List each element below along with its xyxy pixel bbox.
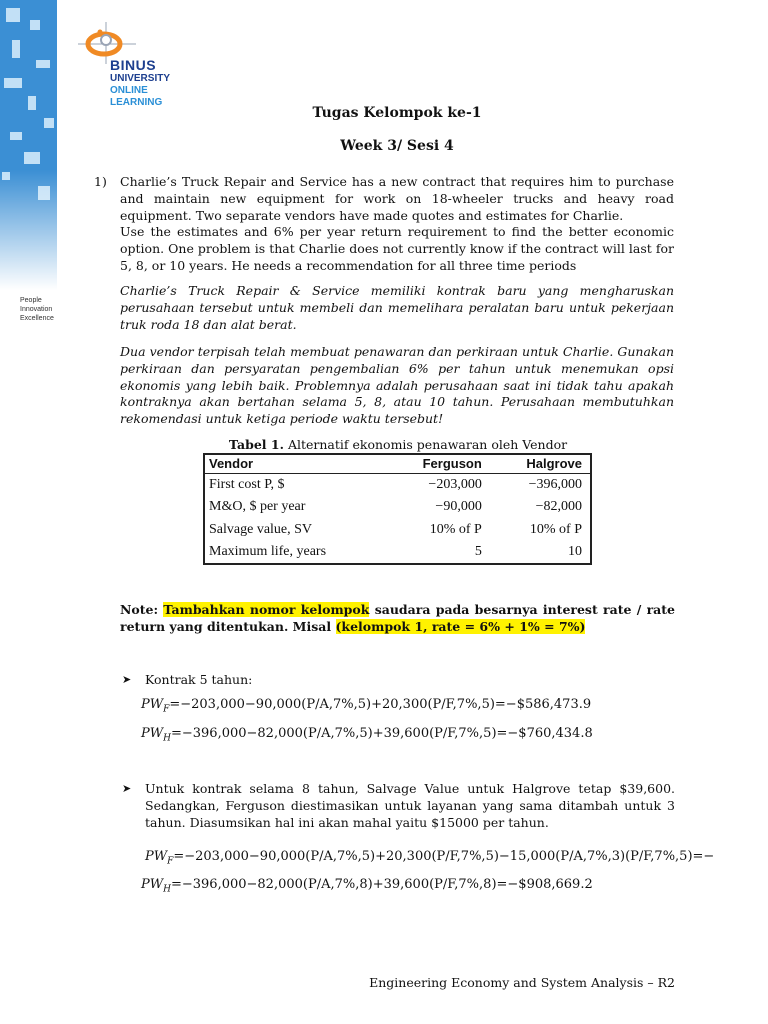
- table-cell: −90,000: [435, 499, 482, 515]
- note-paragraph: [120, 601, 675, 635]
- bullet-text: Kontrak 5 tahun:: [145, 672, 253, 687]
- equation-pw-halgrove-8y: [141, 877, 593, 895]
- eq-rhs: =−203,000−90,000(P/A,7%,5)+20,300(P/F,7%,5)=−$586,473.9: [169, 697, 592, 712]
- bullet-text: Untuk kontrak selama 8 tahun, Salvage Value untuk Halgrove tetap $39,600. Sedangkan, Ferguson diestimasikan untuk layanan yang sama ditambah untuk 3 tahun. Diasumsikan hal ini akan mahal yaitu $15000 per tahun.: [145, 781, 675, 830]
- table-caption-label: Tabel 1.: [228, 437, 284, 452]
- question-number: 1): [94, 174, 107, 189]
- table-cell: 10% of P: [429, 521, 482, 537]
- eq-sub: F: [167, 856, 174, 867]
- eq-lhs: PW: [141, 877, 164, 892]
- document-subtitle: Week 3/ Sesi 4: [340, 138, 454, 154]
- eq-sub: F: [163, 704, 170, 715]
- logo-line: BINUS: [110, 57, 157, 73]
- eq-sub: H: [163, 884, 171, 895]
- table-row: [204, 473, 591, 496]
- logo-line: ONLINE: [110, 85, 148, 96]
- arrow-bullet-icon: ➤: [122, 782, 132, 795]
- note-highlight-example: (kelompok 1, rate = 6% + 1% = 7%): [335, 619, 586, 634]
- note-middle: saudara pada besarnya interest rate / rate return yang ditentukan. Misal: [120, 602, 675, 634]
- document-title: Tugas Kelompok ke-1: [312, 105, 482, 121]
- equation-pw-halgrove-5y: [141, 726, 593, 744]
- equation-pw-ferguson-5y: [141, 697, 591, 715]
- table-cell: −203,000: [428, 476, 482, 492]
- eq-rhs: =−396,000−82,000(P/A,7%,8)+39,600(P/F,7%,8)=−$908,669.2: [170, 877, 593, 892]
- arrow-bullet-icon: ➤: [122, 673, 132, 686]
- table-row: [204, 541, 591, 564]
- table-header-row: [204, 454, 591, 473]
- page-footer: Engineering Economy and System Analysis – R2: [369, 975, 675, 990]
- table-cell: Salvage value, SV: [209, 521, 313, 537]
- table-cell: First cost P, $: [209, 476, 285, 492]
- question-english: [120, 174, 674, 275]
- note-highlight-group: Tambahkan nomor kelompok: [163, 602, 370, 617]
- eq-rhs: =−396,000−82,000(P/A,7%,5)+39,600(P/F,7%,5)=−$760,434.8: [170, 726, 593, 741]
- question-english-para1: Charlie’s Truck Repair and Service has a new contract that requires him to purchase and maintain new equipment for work on 18-wheeler trucks and heavy road equipment. Two separate vendors have made quotes and estimates for Charlie.: [120, 174, 674, 223]
- table-caption: [0, 437, 768, 452]
- table-header-cell: Vendor: [204, 454, 385, 473]
- table-cell: 5: [474, 544, 482, 560]
- logo-line: UNIVERSITY: [110, 73, 171, 84]
- table-cell: −82,000: [535, 499, 582, 515]
- bullet-item: [122, 781, 675, 831]
- tagline-line: People: [20, 297, 42, 304]
- logo-line: LEARNING: [110, 97, 163, 108]
- table-cell: M&O, $ per year: [209, 499, 306, 515]
- tagline-line: Innovation: [20, 306, 53, 313]
- question-english-para2: Use the estimates and 6% per year return requirement to find the better economic option. One problem is that Charlie does not currently know if the contract will last for 5, 8, or 10 years. He needs a recommendation for all three time periods: [120, 224, 674, 273]
- eq-lhs: PW: [141, 726, 164, 741]
- eq-sub: H: [163, 733, 171, 744]
- table-cell: 10% of P: [529, 521, 582, 537]
- question-indonesian-para2: Dua vendor terpisah telah membuat penawaran dan perkiraan untuk Charlie. Gunakan perkiraan dan persyaratan pengembalian 6% per tahun untuk menemukan opsi ekonomis yang lebih baik. Problemnya adalah perusahaan saat ini tidak tahu apakah kontraknya akan bertahan selama 5, 8, atau 10 tahun. Perusahaan membutuhkan rekomendasi untuk ketiga periode waktu tersebut!: [120, 344, 674, 427]
- eq-lhs: PW: [145, 849, 168, 864]
- table-cell: Maximum life, years: [209, 544, 327, 560]
- table-row: [204, 496, 591, 519]
- table-caption-text: Alternatif ekonomis penawaran oleh Vendor: [287, 437, 568, 452]
- equation-pw-ferguson-8y: [145, 849, 714, 867]
- table-header-cell: Ferguson: [385, 454, 490, 473]
- eq-lhs: PW: [141, 697, 164, 712]
- table-cell: −396,000: [528, 476, 582, 492]
- tagline-line: Excellence: [20, 315, 54, 322]
- eq-rhs: =−203,000−90,000(P/A,7%,5)+20,300(P/F,7%,5)−15,000(P/A,7%,3)(P/F,7%,5)=−: [173, 849, 715, 864]
- table-row: [204, 519, 591, 542]
- table-header-cell: Halgrove: [490, 454, 591, 473]
- question-indonesian-para1: Charlie’s Truck Repair & Service memiliki kontrak baru yang mengharuskan perusahaan tersebut untuk membeli dan memelihara peralatan baru untuk pekerjaan truk roda 18 dan alat berat.: [120, 283, 674, 332]
- side-tagline: [20, 296, 54, 323]
- note-prefix: Note:: [120, 602, 164, 617]
- binus-logo: [76, 18, 206, 118]
- table-cell: 10: [568, 544, 582, 560]
- vendor-table: [203, 453, 592, 565]
